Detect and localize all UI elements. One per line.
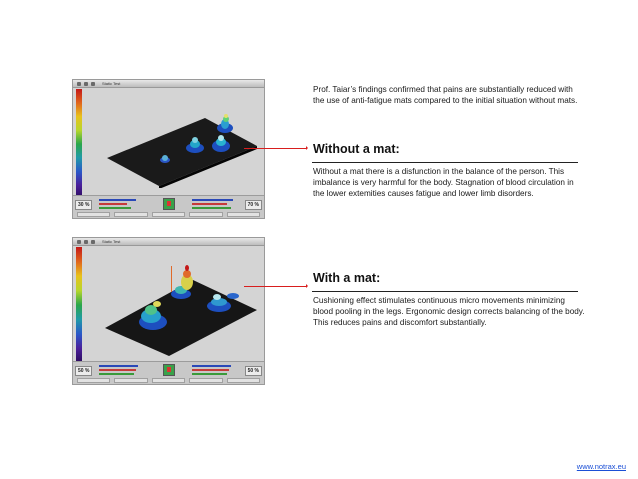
left-balance-bars [99, 199, 145, 211]
connector-line-without-mat [244, 148, 306, 149]
balance-bar [99, 373, 134, 375]
paragraph-without-mat: Without a mat there is a disfunction in the balance of the person. This imbalance is very harmful for the body. Stagnation of blood circulation in the lower extemities causes fatigue and lower limb disorders. [313, 167, 574, 198]
window-titlebar [73, 238, 264, 246]
balance-bar [99, 365, 138, 367]
balance-bar [192, 365, 231, 367]
toolbar-icon [91, 240, 95, 244]
pressure-color-scale [76, 89, 82, 199]
balance-bar [192, 203, 227, 205]
pressure-map-screenshot-with-mat [72, 237, 265, 385]
balance-bar [192, 373, 227, 375]
toolbar-button[interactable] [227, 378, 260, 383]
balance-bar [192, 207, 231, 209]
toolbar-icon [77, 240, 81, 244]
window-title: Static Test [102, 81, 121, 86]
button-row [77, 378, 260, 383]
toolbar-button[interactable] [114, 212, 147, 217]
toolbar-icon [84, 82, 88, 86]
balance-bar [99, 203, 127, 205]
balance-bar [99, 369, 136, 371]
toolbar-button[interactable] [77, 212, 110, 217]
foot-icon [163, 198, 175, 210]
toolbar-button[interactable] [114, 378, 147, 383]
right-balance-bars [192, 365, 238, 377]
balance-bar [99, 199, 136, 201]
right-balance-bars [192, 199, 238, 211]
status-bar [73, 195, 264, 218]
status-bar [73, 361, 264, 384]
pressure-3d-plot [85, 88, 263, 188]
foot-icon [163, 364, 175, 376]
window-title: Static Test [102, 239, 121, 244]
pressure-3d-plot [85, 246, 263, 356]
toolbar-button[interactable] [152, 212, 185, 217]
button-row [77, 212, 260, 217]
toolbar-icon [91, 82, 95, 86]
pressure-color-scale [76, 247, 82, 363]
balance-bar [192, 369, 229, 371]
toolbar-button[interactable] [152, 378, 185, 383]
website-link[interactable]: www.notrax.eu [576, 462, 626, 471]
left-balance-bars [99, 365, 145, 377]
paragraph-with-mat: Cushioning effect stimulates continuous micro movements minimizing blood pooling in the legs. Ergonomic design corrects balancing of the body. This reduces pains and discomfort substantially. [313, 296, 585, 327]
heading-underline [312, 162, 578, 163]
toolbar-button[interactable] [189, 378, 222, 383]
right-foot-percent: 70 % [245, 200, 262, 210]
toolbar-button[interactable] [77, 378, 110, 383]
intro-paragraph: Prof. Taiar’s findings confirmed that pains are substantially reduced with the use of anti-fatigue mats compared to the initial situation without mats. [313, 85, 578, 105]
pressure-map-screenshot-without-mat [72, 79, 265, 219]
heading-with-mat: With a mat: [313, 271, 381, 285]
left-foot-percent: 50 % [75, 366, 92, 376]
toolbar-button[interactable] [227, 212, 260, 217]
left-foot-percent: 30 % [75, 200, 92, 210]
balance-bar [192, 199, 233, 201]
right-foot-percent: 50 % [245, 366, 262, 376]
connector-line-with-mat [244, 286, 306, 287]
toolbar-button[interactable] [189, 212, 222, 217]
toolbar-icon [77, 82, 81, 86]
window-titlebar [73, 80, 264, 88]
heading-underline [312, 291, 578, 292]
toolbar-icon [84, 240, 88, 244]
balance-bar [99, 207, 131, 209]
heading-without-mat: Without a mat: [313, 142, 400, 156]
